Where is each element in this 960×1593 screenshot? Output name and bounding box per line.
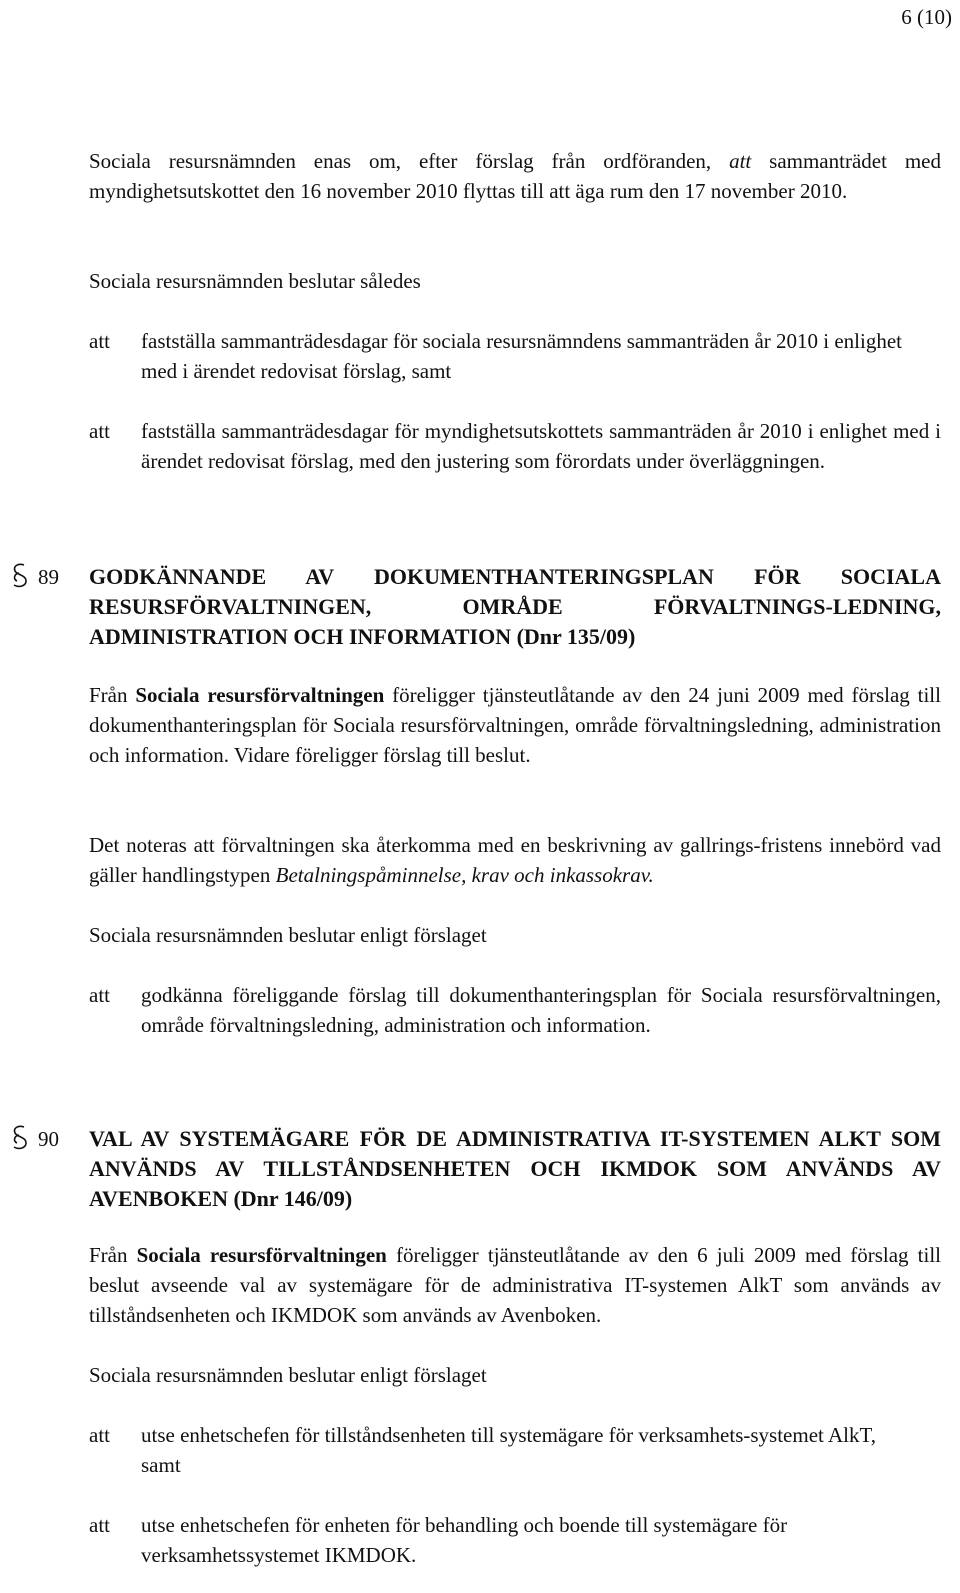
section-90-item-1	[89, 1420, 941, 1480]
intro-item-2	[89, 416, 941, 476]
page-number: 6 (10)	[901, 5, 952, 29]
section-number: 90	[38, 1127, 59, 1151]
intro-item-1	[89, 326, 941, 386]
section-89-heading: GODKÄNNANDE AV DOKUMENTHANTERINGSPLAN FÖR SOCIALA RESURSFÖRVALTNINGEN, OMRÅDE FÖRVALTNINGS-LEDNING, ADMINISTRATION OCH INFORMATION (Dnr 135/09)	[89, 564, 941, 649]
item-label: att	[89, 329, 110, 353]
item-text: utse enhetschefen för tillståndsenheten till systemägare för verksamhets-systemet AlkT, samt	[141, 1423, 876, 1477]
paragraph-sign-icon	[8, 562, 32, 592]
section-89-paragraph-1: Från Sociala resursförvaltningen föreligger tjänsteutlåtande av den 24 juni 2009 med förslag till dokumenthanteringsplan för Sociala resursförvaltningen, område förvaltningsledning, administration och information. Vidare föreligger förslag till beslut.	[89, 683, 941, 767]
section-89-marker	[8, 562, 78, 592]
item-text: godkänna föreliggande förslag till dokumenthanteringsplan för Sociala resursförvaltningen, område förvaltningsledning, administration och information.	[141, 983, 941, 1037]
section-89-decision-line: Sociala resursnämnden beslutar enligt förslaget	[89, 923, 487, 947]
section-89-paragraph-2: Det noteras att förvaltningen ska återkomma med en beskrivning av gallrings-fristens innebörd vad gäller handlingstypen Betalningspåminnelse, krav och inkassokrav.	[89, 833, 941, 887]
section-90-item-2	[89, 1510, 941, 1570]
section-number: 89	[38, 565, 59, 589]
item-label: att	[89, 419, 110, 443]
intro-paragraph: Sociala resursnämnden enas om, efter förslag från ordföranden, att sammanträdet med myndighetsutskottet den 16 november 2010 flyttas till att äga rum den 17 november 2010.	[89, 149, 941, 203]
paragraph-sign-icon	[8, 1124, 32, 1154]
item-text: utse enhetschefen för enheten för behandling och boende till systemägare för verksamhetssystemet IKMDOK.	[141, 1513, 788, 1567]
section-90-marker	[8, 1124, 78, 1154]
section-90-decision-line: Sociala resursnämnden beslutar enligt förslaget	[89, 1363, 487, 1387]
intro-decision-line: Sociala resursnämnden beslutar således	[89, 269, 421, 293]
section-89-item-1	[89, 980, 941, 1040]
item-text: fastställa sammanträdesdagar för myndighetsutskottets sammanträden år 2010 i enlighet med i ärendet redovisat förslag, med den justering som förordats under överläggningen.	[141, 419, 941, 473]
section-90-heading: VAL AV SYSTEMÄGARE FÖR DE ADMINISTRATIVA IT-SYSTEMEN ALKT SOM ANVÄNDS AV TILLSTÅNDSENHETEN OCH IKMDOK SOM ANVÄNDS AV AVENBOKEN (Dnr 146/09)	[89, 1126, 941, 1211]
item-text: fastställa sammanträdesdagar för sociala resursnämndens sammanträden år 2010 i enlighet med i ärendet redovisat förslag, samt	[141, 329, 902, 383]
section-90-paragraph-1: Från Sociala resursförvaltningen föreligger tjänsteutlåtande av den 6 juli 2009 med förslag till beslut avseende val av systemägare för de administrativa IT-systemen AlkT som används av tillståndsenheten och IKMDOK som används av Avenboken.	[89, 1243, 941, 1327]
item-label: att	[89, 983, 110, 1007]
item-label: att	[89, 1513, 110, 1537]
item-label: att	[89, 1423, 110, 1447]
